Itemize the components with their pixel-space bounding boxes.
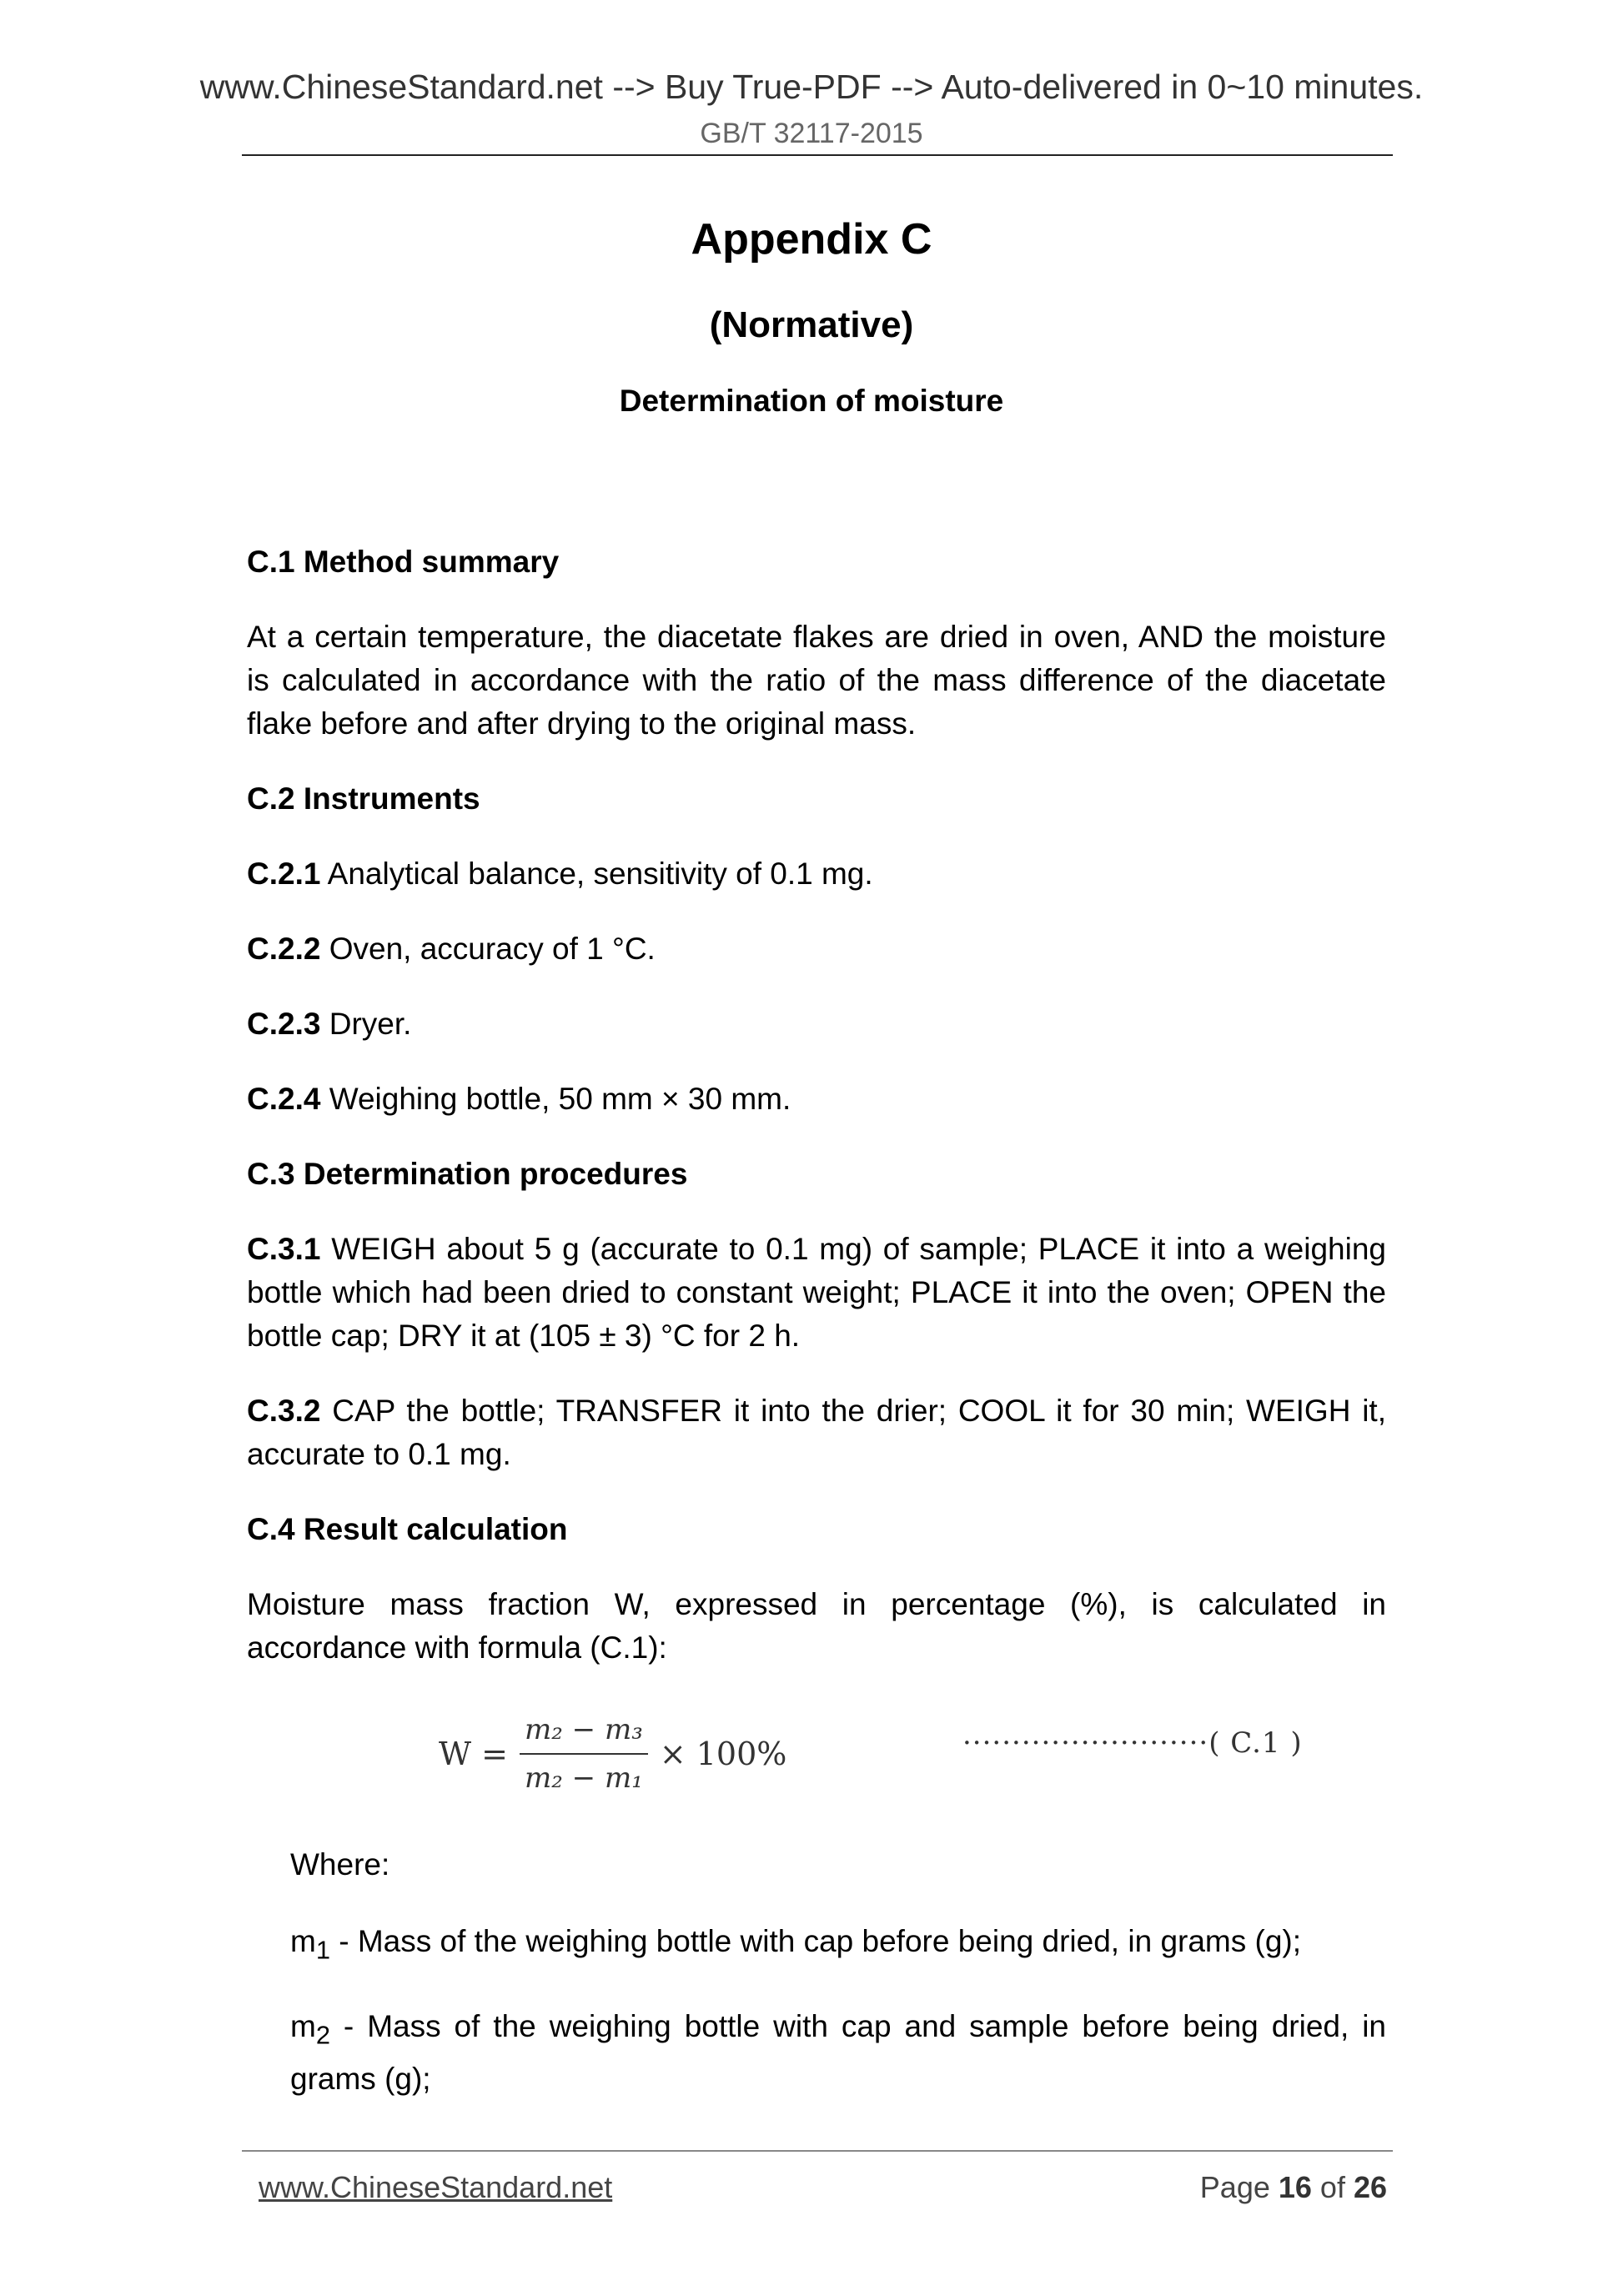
main-content [247,540,1386,2134]
footer-website-link[interactable]: www.ChineseStandard.net [259,2170,613,2204]
list-item [247,1002,1386,1046]
document-id: GB/T 32117-2015 [700,118,923,149]
header-divider [242,154,1393,156]
clause-text: Analytical balance, sensitivity of 0.1 mg. [320,857,873,891]
clause-number: C.3.2 [247,1394,321,1428]
list-item [247,1078,1386,1121]
clause-text: WEIGH about 5 g (accurate to 0.1 mg) of sample; PLACE it into a weighing bottle which had been dried to constant weight; PLACE it into the oven; OPEN the bottle cap; DRY it at (105 ± 3) °C for 2 h. [247,1232,1386,1353]
clause-text: Weighing bottle, 50 mm × 30 mm. [320,1082,791,1116]
clause-number: C.2.3 [247,1007,321,1041]
section-heading-c1: C.1 Method summary [247,545,560,579]
formula-expression [439,1708,786,1800]
variable-definition [290,1920,1386,1972]
clause-text: Oven, accuracy of 1 °C. [320,932,656,966]
list-item [247,1389,1386,1476]
section-heading-c4: C.4 Result calculation [247,1512,568,1546]
list-item [247,852,1386,896]
formula-numerator: m₂ − m₃ [520,1708,648,1755]
formula-fraction [520,1708,648,1800]
list-item [247,927,1386,971]
formula-number [962,1721,1303,1765]
section-text-c4: Moisture mass fraction W, expressed in percentage (%), is calculated in accordance with formula (C.1): [247,1587,1386,1665]
formula-lhs: W = [439,1736,508,1772]
page-number [1200,2168,1387,2207]
formula-label: ( C.1 ) [1208,1726,1303,1760]
where-label: Where: [290,1847,390,1882]
appendix-title: Appendix C [691,215,932,264]
clause-text: Dryer. [320,1007,412,1041]
variable-subscript: 2 [315,2020,330,2050]
variable-subscript: 1 [315,1935,330,1965]
where-block [247,1843,1386,2101]
variable-definition [290,2005,1386,2100]
footer-divider [242,2150,1393,2152]
formula-factor: × 100% [659,1736,787,1772]
variable-symbol: m [290,2009,316,2044]
of-label: of [1311,2170,1354,2204]
formula-c1 [247,1701,1386,1801]
list-item [247,1228,1386,1358]
section-heading-c2: C.2 Instruments [247,781,480,816]
formula-leader-dots: ························· [962,1726,1209,1760]
total-pages: 26 [1353,2170,1387,2204]
clause-number: C.3.1 [247,1232,321,1266]
header-banner: www.ChineseStandard.net --> Buy True-PDF --> Auto-delivered in 0~10 minutes. [199,68,1424,106]
clause-number: C.2.4 [247,1082,321,1116]
clause-number: C.2.2 [247,932,321,966]
formula-denominator: m₂ − m₁ [524,1761,643,1795]
section-heading-c3: C.3 Determination procedures [247,1157,688,1191]
section-text-c1: At a certain temperature, the diacetate flakes are dried in oven, AND the moisture is calculated in accordance with the ratio of the mass difference of the diacetate flake before and after drying to the original mass. [247,620,1386,741]
clause-text: CAP the bottle; TRANSFER it into the drier; COOL it for 30 min; WEIGH it, accurate to 0.1 mg. [247,1394,1386,1471]
appendix-subtitle: Determination of moisture [619,384,1004,418]
variable-description: - Mass of the weighing bottle with cap and sample before being dried, in grams (g); [290,2009,1386,2096]
variable-description: - Mass of the weighing bottle with cap before being dried, in grams (g); [329,1924,1302,1958]
variable-symbol: m [290,1924,316,1958]
current-page: 16 [1278,2170,1312,2204]
page-label: Page [1199,2170,1279,2204]
normative-label: (Normative) [709,304,914,345]
clause-number: C.2.1 [247,857,321,891]
